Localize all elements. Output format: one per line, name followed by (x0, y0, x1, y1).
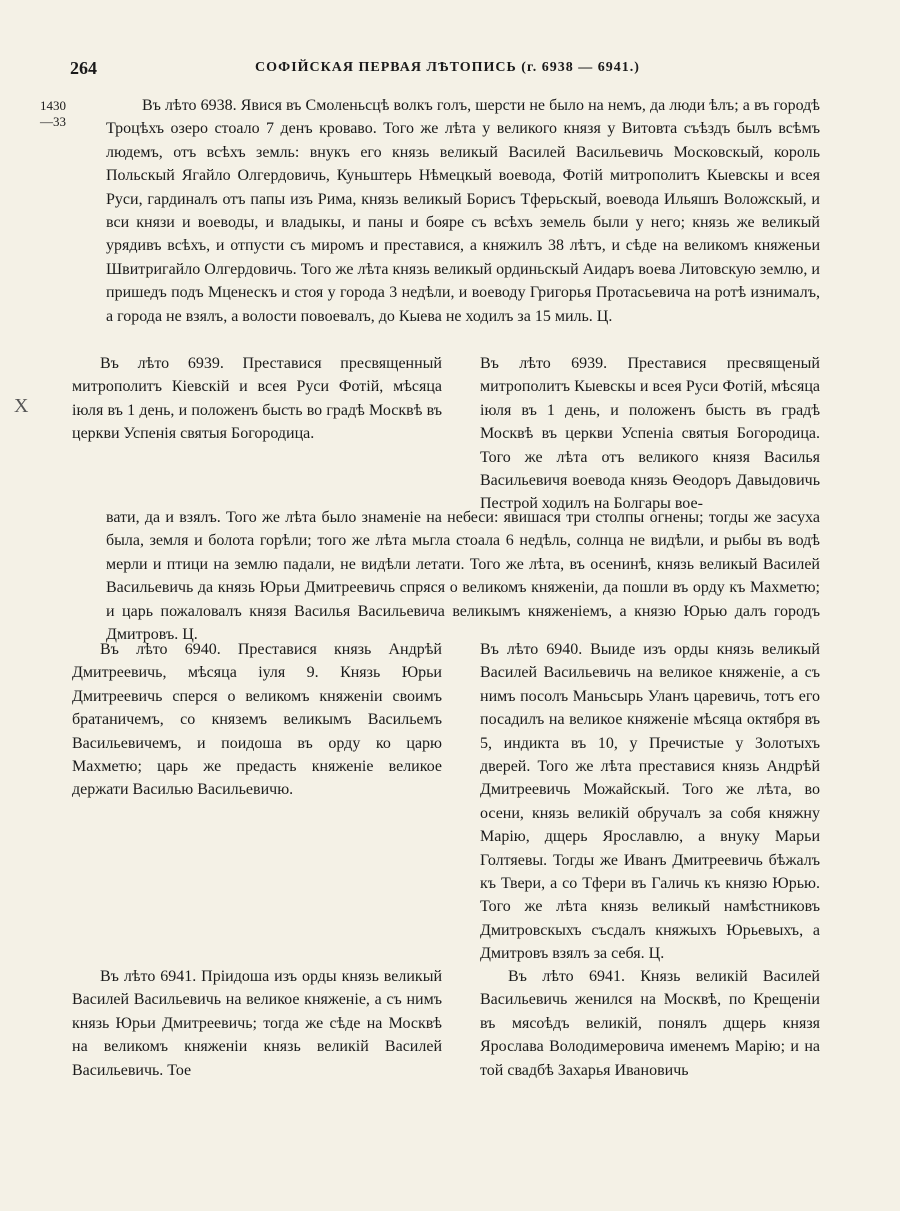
entry-6938 (106, 94, 820, 328)
entry-6940-left (72, 638, 442, 802)
margin-mark: X (14, 395, 29, 417)
entry-6939-cont-text: вати, да и взялъ. Того же лѣта было знаменіе на небеси: явишася три столпы огнены; тогды же засуха была, земля и болота горѣли; того же лѣта мьгла стоала 6 недѣль, солнца не видѣли, и рыбы въ водѣ мерли и птици на землю падали, не видѣли летати. Того же лѣта, въ осенинѣ, князь великый Василей Васильевичь да князь Юрьи Дмитреевичь спряся о великомъ княженіи, да пошли въ орду къ Махметю; и царь пожаловалъ князя Василья Васильевича великымъ княженіемъ, а князю Юрью далъ городъ Дмитровъ. Ц. (106, 509, 820, 644)
entry-6939-right (480, 352, 820, 516)
entry-6941-right-text: Въ лѣто 6941. Князь великій Василей Васильевичь женился на Москвѣ, по Крещеніи въ мясоѣдъ великій, понялъ дщерь князя Ярослава Володимеровича именемъ Марію; и на той свадбѣ Захарья Ивановичь (480, 968, 820, 1079)
running-title: СОФІЙСКАЯ ПЕРВАЯ ЛѢТОПИСЬ (г. 6938 — 6941.) (255, 60, 640, 75)
entry-6941-right (480, 965, 820, 1082)
entry-6941-left (72, 965, 442, 1082)
entry-6940-right-text: Въ лѣто 6940. Выиде изъ орды князь великый Василей Васильевичь на великое княженіе, а съ нимъ посолъ Маньсырь Уланъ царевичь, тотъ его посадилъ на великое княженіе мѣсяца октября въ 5, индикта въ 10, у Пречистые у Золотыхъ дверей. Того же лѣта преставися князь Андрѣй Дмитреевичь Можайскый. Того же лѣта, во осени, князь великій обручалъ за собя княжну Марію, дщерь Ярославлю, а внуку Марьи Голтяевы. Тогды же Иванъ Дмитреевичь бѣжалъ къ Твери, а со Тфери въ Галичь къ князю Юрью. Того же лѣта князь великый намѣстниковъ Дмитровскыхъ съсдалъ княжыхъ Юрьевыхъ, а Дмитровъ взялъ за себя. Ц. (480, 641, 820, 963)
entry-6939-left-text: Въ лѣто 6939. Преставися пресвященный митрополитъ Кіевскій и всея Руси Фотій, мѣсяца іюля въ 1 день, и положенъ бысть во градѣ Москвѣ въ церкви Успенія святыя Богородица. (72, 355, 442, 443)
entry-6940-left-text: Въ лѣто 6940. Преставися князь Андрѣй Дмитреевичь, мѣсяца іуля 9. Князь Юрьи Дмитреевичь сперся о великомъ княженіи своимъ братаничемъ, со княземъ великымъ Васильемъ Васильевичемъ, и поидоша въ орду ко царю Махметю; царь же предасть княженіе великое держати Василью Васильевичю. (72, 641, 442, 799)
entry-6938-text: Въ лѣто 6938. Явися въ Смоленьсцѣ волкъ голъ, шерсти не было на немъ, да люди ѣлъ; а въ городѣ Троцѣхъ озеро стоало 7 денъ кроваво. Того же лѣта у великого князя у Витовта съѣздъ былъ всѣмъ людемъ, отъ всѣхъ земль: внукъ его князь великый Василей Васильевичь Московскый, король Польскый Ягайло Олгердовичь, Куньштерь Нѣмецкый воевода, Фотій митрополитъ Кыевскы и всея Руси, гардиналъ отъ папы изъ Рима, князь великый Борисъ Тферьскый, воевода Ильяшъ Воложскый, и вси князи и воеводы, и владыкы, и паны и бояре съ всѣхъ земель были у него; князь же великый урядивъ всѣхъ, и отпусти съ миромъ и преставися, а княжилъ 38 лѣтъ, и сѣде на великомъ княженьи Швитригайло Олгердовичь. Того же лѣта князь великый ординьскый Аидаръ воева Литовскую землю, и пришедъ подъ Мценескъ и стоя у города 3 недѣли, и воеводу Григорья Протасьевича на ротѣ изнималъ, а города не взялъ, а волости повоевалъ, до Кыева не ходилъ за 15 миль. Ц. (106, 97, 820, 325)
entry-6939-continuation (106, 506, 820, 646)
margin-years: 1430 —33 (40, 98, 66, 129)
entry-6941-left-text: Въ лѣто 6941. Пріидоша изъ орды князь великый Василей Васильевичь на великое княженіе, а съ нимъ князь Юрьи Дмитреевичь; тогда же сѣде на Москвѣ на великомъ княженіи князь великій Василей Васильевичь. Тое (72, 968, 442, 1079)
entry-6940-right (480, 638, 820, 966)
entry-6939-right-text: Въ лѣто 6939. Преставися пресвященый митрополитъ Кыевскы и всея Руси Фотій, мѣсяца іюля въ 1 день, и положенъ бысть въ градѣ Москвѣ въ церкви Успеніа святыя Богородица. Того же лѣта отъ великого князя Василья Васильевичя воевода князь Ѳеодоръ Давыдовичь Пестрой ходилъ на Болгары вое- (480, 355, 820, 513)
page-number: 264 (70, 58, 97, 78)
entry-6939-left (72, 352, 442, 446)
